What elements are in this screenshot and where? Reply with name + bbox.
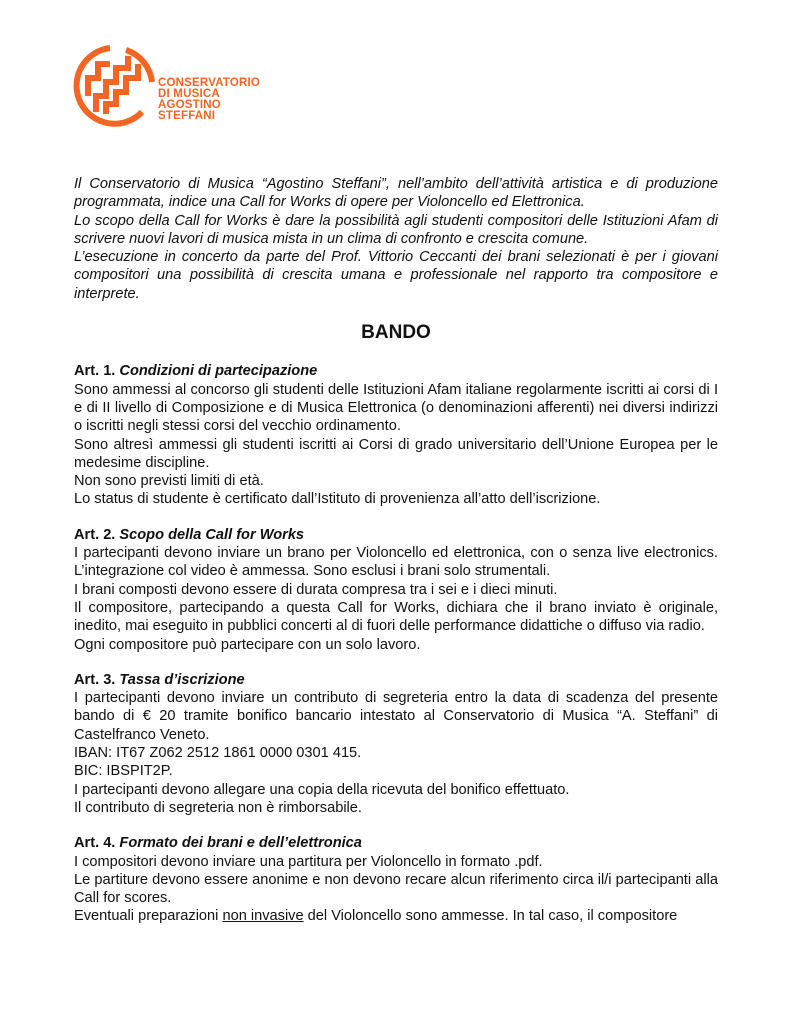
logo-line-2: DI MUSICA xyxy=(158,88,220,100)
logo-mark-icon xyxy=(70,42,160,132)
article-heading xyxy=(74,671,718,689)
article-paragraph: Il contributo di segreteria non è rimborsabile. xyxy=(74,799,362,816)
article-1 xyxy=(74,362,718,508)
article-title: Condizioni di partecipazione xyxy=(119,363,318,380)
article-number: Art. 3. xyxy=(74,671,116,688)
article-paragraph: I partecipanti devono allegare una copia della ricevuta del bonifico effettuato. xyxy=(74,781,570,798)
article-number: Art. 2. xyxy=(74,526,116,543)
logo-wordmark xyxy=(158,78,270,122)
conservatorio-logo xyxy=(70,42,270,132)
article-title: Tassa d’iscrizione xyxy=(119,671,245,688)
document-body xyxy=(74,175,718,943)
logo-line-1: CONSERVATORIO xyxy=(158,77,261,89)
article-4 xyxy=(74,834,718,925)
article-paragraph: Ogni compositore può partecipare con un solo lavoro. xyxy=(74,636,421,653)
article-paragraph: I partecipanti devono inviare un contributo di segreteria entro la data di scadenza del presente bando di € 20 tramite bonifico bancario intestato al Conservatorio di Musica “A. Steffani” di Castelfranco Veneto. xyxy=(74,690,718,743)
article-paragraph: I compositori devono inviare una partitura per Violoncello in formato .pdf. xyxy=(74,853,543,870)
article-paragraph: Il compositore, partecipando a questa Call for Works, dichiara che il brano inviato è originale, inedito, mai eseguito in pubblici concerti al di fuori delle performance didattiche o diffuso via radio. xyxy=(74,599,718,635)
article-paragraph: Sono altresì ammessi gli studenti iscritti ai Corsi di grado universitario dell’Unione Europea per le medesime discipline. xyxy=(74,436,718,471)
article-title: Formato dei brani e dell’elettronica xyxy=(119,835,362,852)
article-heading xyxy=(74,834,718,852)
intro-paragraph: Il Conservatorio di Musica “Agostino Steffani”, nell’ambito dell’attività artistica e di produzione programmata, indice una Call for Works di opere per Violoncello ed Elettronica. xyxy=(74,176,718,211)
article-number: Art. 1. xyxy=(74,363,116,380)
article-number: Art. 4. xyxy=(74,835,116,852)
article-paragraph: I brani composti devono essere di durata compresa tra i sei e i dieci minuti. xyxy=(74,581,558,598)
bic-line: BIC: IBSPIT2P. xyxy=(74,763,173,780)
article-paragraph: Le partiture devono essere anonime e non devono recare alcun riferimento circa il/i partecipanti alla Call for scores. xyxy=(74,871,718,907)
logo-line-3: AGOSTINO STEFFANI xyxy=(158,99,221,122)
article-paragraph: I partecipanti devono inviare un brano per Violoncello ed elettronica, con o senza live electronics. L’integrazione col video è ammessa. Sono esclusi i brani solo strumentali. xyxy=(74,545,718,580)
article-title: Scopo della Call for Works xyxy=(119,526,305,543)
article-2 xyxy=(74,526,718,654)
iban-line: IBAN: IT67 Z062 2512 1861 0000 0301 415. xyxy=(74,745,362,762)
article-paragraph: Non sono previsti limiti di età. xyxy=(74,473,264,490)
article-3 xyxy=(74,671,718,817)
article-heading xyxy=(74,362,718,380)
text-run: Eventuali preparazioni xyxy=(74,908,223,925)
article-paragraph-last xyxy=(74,907,718,925)
article-paragraph: Sono ammessi al concorso gli studenti delle Istituzioni Afam italiane regolarmente iscritti ai corsi di I e di II livello di Composizione e di Musica Elettronica (o denominazioni afferenti) nei diversi indirizzi o iscritti negli stessi corsi del vecchio ordinamento. xyxy=(74,381,718,435)
article-heading xyxy=(74,526,718,544)
intro-paragraph: Lo scopo della Call for Works è dare la possibilità agli studenti compositori delle Istituzioni Afam di scrivere nuovi lavori di musica mista in un clima di confronto e crescita comune. xyxy=(74,212,718,247)
intro-section xyxy=(74,175,718,303)
document-heading: BANDO xyxy=(361,322,431,344)
underlined-text: non invasive xyxy=(222,908,304,925)
intro-paragraph: L’esecuzione in concerto da parte del Prof. Vittorio Ceccanti dei brani selezionati è per i giovani compositori una possibilità di crescita umana e professionale nel rapporto tra compositore e interprete. xyxy=(74,249,718,302)
text-run: del Violoncello sono ammesse. In tal caso, il compositore xyxy=(303,908,678,925)
article-paragraph: Lo status di studente è certificato dall’Istituto di provenienza all’atto dell’iscrizione. xyxy=(74,491,601,508)
